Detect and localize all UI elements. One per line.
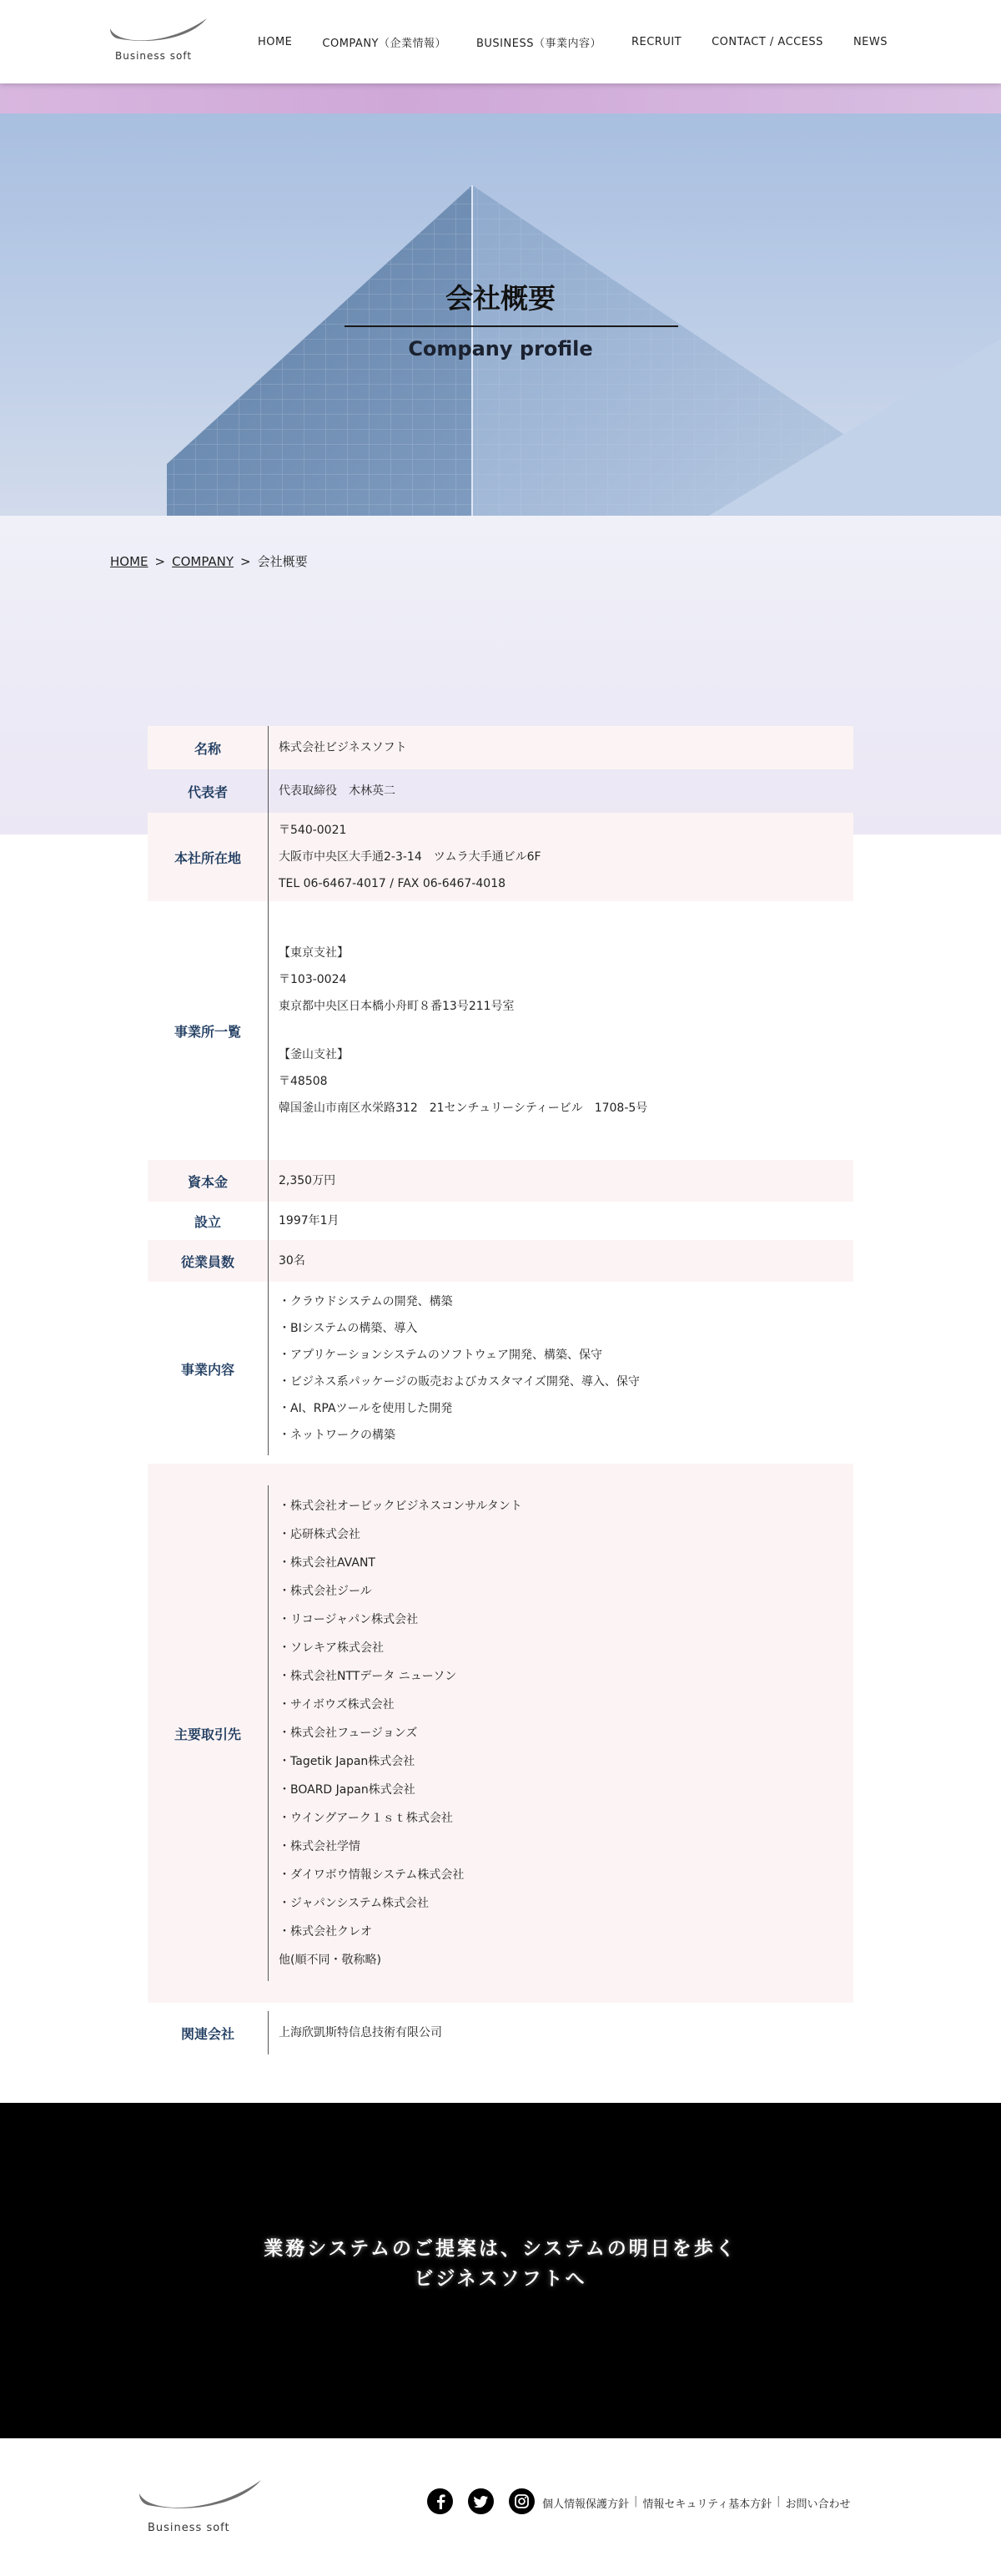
list-item: ・クラウドシステムの開発、構築 — [279, 1295, 453, 1308]
list-item: ・ウイングアーク１ｓｔ株式会社 — [279, 1812, 453, 1825]
page-title: 会社概要 — [445, 282, 556, 315]
row-value — [268, 2011, 853, 2054]
privacy-policy-link[interactable]: 個人情報保護方針 — [542, 2498, 630, 2511]
list-item: ・ジャパンシステム株式会社 — [279, 1897, 429, 1910]
breadcrumb-separator: > — [240, 553, 251, 569]
tagline-banner — [0, 2103, 1001, 2438]
row-label: 関連会社 — [180, 2025, 234, 2042]
list-item: ・ネットワークの構築 — [279, 1429, 395, 1442]
hq-postal: 〒540-0021 — [279, 824, 347, 837]
list-item: ・株式会社クレオ — [279, 1925, 372, 1938]
facebook-icon[interactable] — [427, 2488, 453, 2514]
tagline-line: ビジネスソフトへ — [414, 2268, 587, 2290]
row-value — [268, 726, 853, 769]
company-logo[interactable] — [108, 17, 209, 67]
list-item: ・リコージャパン株式会社 — [279, 1613, 419, 1626]
hero-banner — [0, 113, 1001, 516]
main-nav — [243, 0, 903, 83]
footer-links — [542, 2495, 851, 2511]
row-label: 設立 — [194, 1213, 221, 1230]
nav-contact-access[interactable]: CONTACT / ACCESS — [712, 35, 823, 48]
social-links — [427, 2488, 535, 2514]
list-item: ・株式会社AVANT — [279, 1556, 375, 1570]
related-company: 上海欣凱斯特信息技術有限公司 — [279, 2026, 442, 2039]
table-row — [148, 1202, 853, 1240]
page-subtitle: Company profile — [408, 337, 593, 360]
breadcrumb-separator: > — [154, 553, 166, 569]
breadcrumb-current: 会社概要 — [257, 554, 308, 569]
row-label: 資本金 — [187, 1173, 228, 1190]
list-item: ・ソレキア株式会社 — [279, 1641, 384, 1655]
row-label: 従業員数 — [180, 1253, 234, 1270]
list-item: ・株式会社ジール — [279, 1585, 372, 1598]
title-divider — [345, 325, 678, 327]
list-item: ・株式会社オービックビジネスコンサルタント — [279, 1500, 522, 1513]
row-label: 主要取引先 — [174, 1726, 241, 1742]
nav-recruit[interactable]: RECRUIT — [631, 35, 682, 48]
list-item: ・Tagetik Japan株式会社 — [279, 1755, 415, 1768]
breadcrumb-company[interactable]: COMPANY — [172, 553, 234, 569]
list-item: ・株式会社学情 — [279, 1840, 360, 1853]
list-item: ・BOARD Japan株式会社 — [279, 1783, 415, 1797]
table-row — [148, 1160, 853, 1202]
row-value — [268, 1240, 853, 1282]
row-value — [268, 769, 853, 813]
hq-address: 大阪市中央区大手通2-3-14 ツムラ大手通ビル6F — [279, 850, 541, 864]
nav-news[interactable]: NEWS — [853, 35, 888, 48]
office-tokyo-postal: 〒103-0024 — [279, 973, 347, 986]
footer-logo[interactable] — [138, 2478, 263, 2537]
list-item: ・応研株式会社 — [279, 1528, 360, 1541]
row-label: 事業内容 — [180, 1361, 234, 1378]
hq-phone: TEL 06-6467-4017 / FAX 06-6467-4018 — [279, 877, 506, 890]
row-label: 名称 — [194, 740, 221, 757]
instagram-icon[interactable] — [509, 2488, 535, 2514]
list-item: ・株式会社フュージョンズ — [279, 1727, 418, 1740]
capital-value: 2,350万円 — [279, 1174, 336, 1187]
table-row — [148, 813, 853, 901]
employees-value: 30名 — [279, 1254, 305, 1268]
office-tokyo-address: 東京都中央区日本橋小舟町８番13号211号室 — [279, 1000, 515, 1013]
twitter-icon[interactable] — [468, 2488, 494, 2514]
breadcrumb — [110, 552, 308, 570]
row-label: 事業所一覧 — [174, 1023, 241, 1040]
site-footer — [0, 2438, 1001, 2576]
office-busan-address: 韓国釜山市南区水栄路312 21センチュリーシティービル 1708-5号 — [279, 1101, 648, 1115]
representative: 代表取締役 木林英二 — [279, 784, 395, 798]
office-busan-title: 【釜山支社】 — [279, 1048, 349, 1061]
list-item: ・BIシステムの構築、導入 — [279, 1322, 418, 1335]
list-item: ・株式会社NTTデータ ニューソン — [279, 1670, 457, 1683]
row-value — [268, 901, 853, 1160]
table-row — [148, 1240, 853, 1282]
security-policy-link[interactable]: 情報セキュリティ基本方針 — [642, 2498, 772, 2511]
table-row — [148, 769, 853, 813]
table-row — [148, 726, 853, 769]
nav-home[interactable]: HOME — [257, 35, 293, 48]
row-value — [268, 1202, 853, 1240]
accent-strip — [0, 83, 1001, 113]
list-item: ・ダイワボウ情報システム株式会社 — [279, 1868, 465, 1882]
tagline-line: 業務システムのご提案は、システムの明日を歩く — [264, 2238, 737, 2260]
office-busan-postal: 〒48508 — [279, 1075, 328, 1088]
founded-value: 1997年1月 — [279, 1214, 340, 1228]
list-item: ・ビジネス系パッケージの販売およびカスタマイズ開発、導入、保守 — [279, 1375, 640, 1389]
list-item: ・アプリケーションシステムのソフトウェア開発、構築、保守 — [279, 1348, 603, 1362]
tagline — [0, 2234, 1001, 2294]
list-item: ・AI、RPAツールを使用した開発 — [279, 1402, 453, 1415]
company-name: 株式会社ビジネスソフト — [279, 741, 407, 754]
breadcrumb-home[interactable]: HOME — [110, 553, 148, 569]
site-header — [0, 0, 1001, 83]
table-row — [148, 1282, 853, 1455]
logo-text: Business soft — [115, 50, 193, 62]
row-value — [268, 1282, 853, 1455]
logo-swoosh-icon — [138, 2478, 263, 2520]
clients-note: 他(順不同・敬称略) — [279, 1953, 381, 1967]
nav-company[interactable]: COMPANY（企業情報） — [322, 37, 446, 50]
nav-business[interactable]: BUSINESS（事業内容） — [475, 37, 601, 50]
table-row — [148, 901, 853, 1160]
row-value — [268, 1160, 853, 1202]
logo-text: Business soft — [148, 2522, 230, 2534]
office-tokyo-title: 【東京支社】 — [279, 946, 349, 960]
row-value — [268, 1485, 853, 1981]
row-label: 代表者 — [187, 784, 228, 800]
link-separator: | — [777, 2495, 781, 2508]
logo-swoosh-icon — [108, 17, 209, 50]
row-label: 本社所在地 — [174, 849, 241, 866]
link-separator: | — [634, 2495, 638, 2508]
row-value — [268, 813, 853, 901]
table-row — [148, 2011, 853, 2054]
table-row — [148, 1464, 853, 2003]
list-item: ・サイボウズ株式会社 — [279, 1698, 395, 1711]
contact-link[interactable]: お問い合わせ — [785, 2498, 851, 2511]
